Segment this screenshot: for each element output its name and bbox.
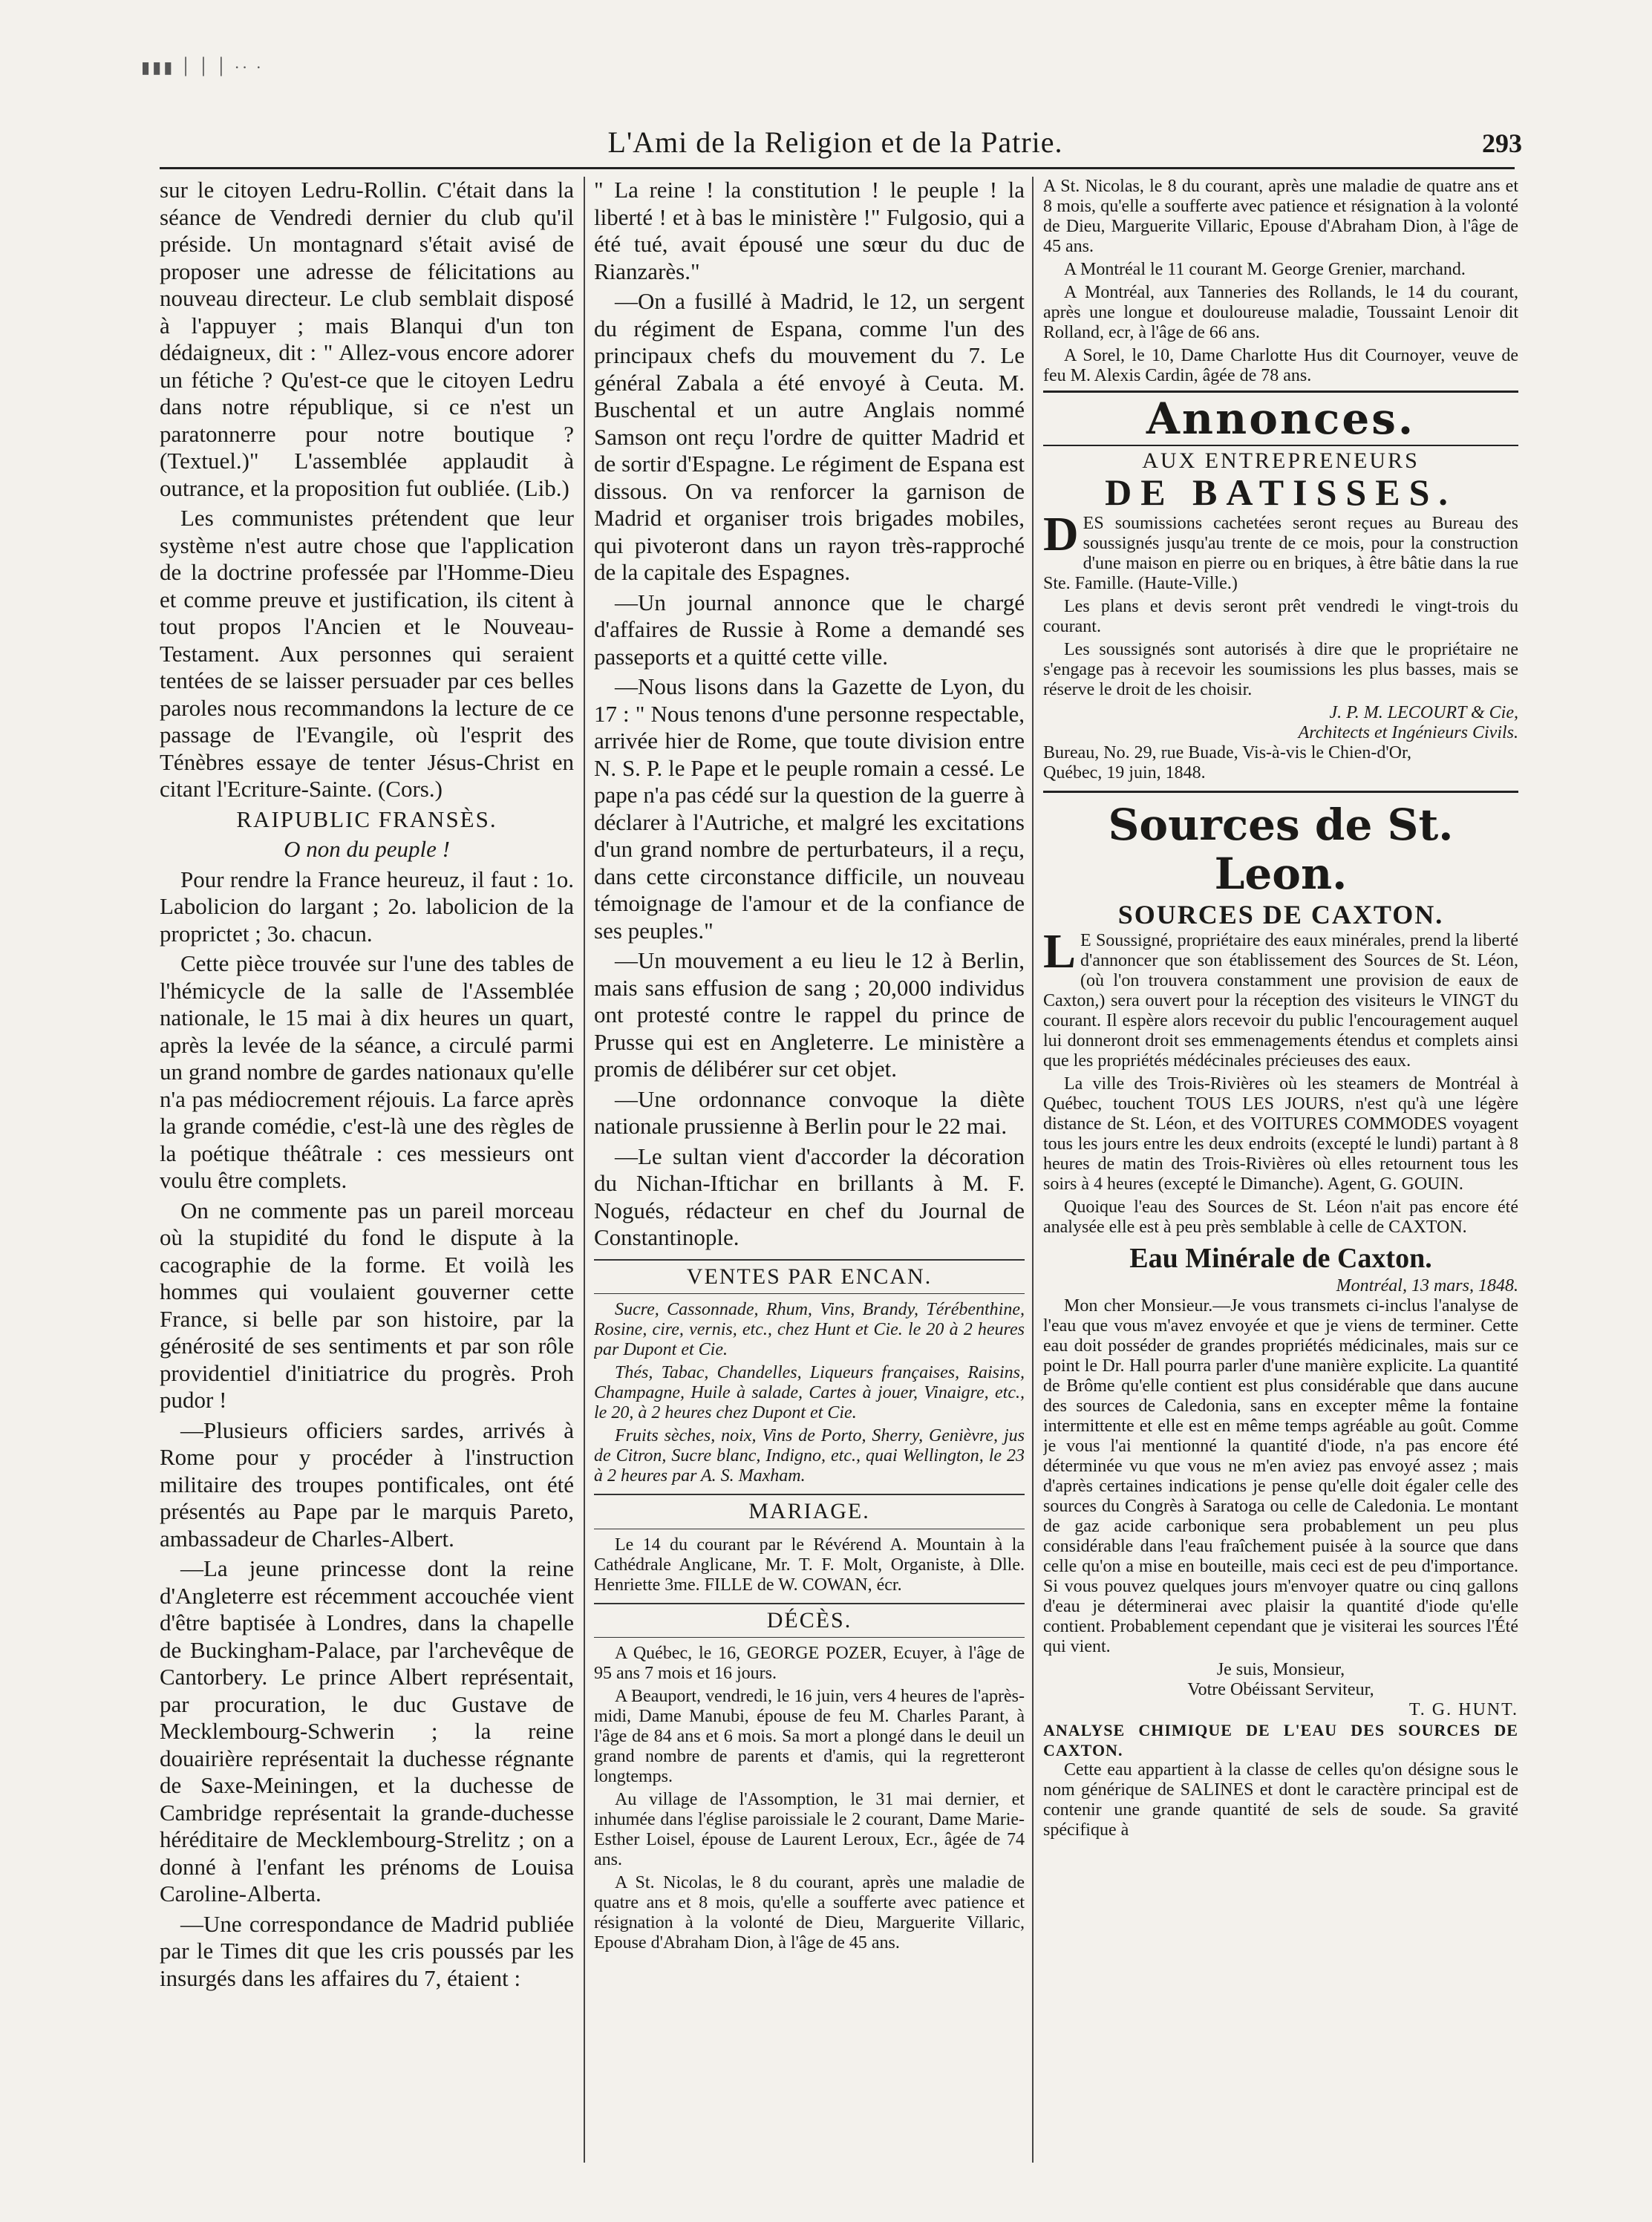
page-header (148, 125, 1522, 162)
ad-text: Les soussignés sont autorisés à dire que le propriétaire ne s'engage pas à recevoir les soumissions les plus basses, mais se réserve le droit de les choisir. (1043, 640, 1518, 699)
ventes-item: Thés, Tabac, Chandelles, Liqueurs françaises, Raisins, Champagne, Huile à salade, Cartes à jouer, Vinaigre, etc., le 20, à 2 heures chez Dupont et Cie. (594, 1363, 1025, 1422)
ad-date: Québec, 19 juin, 1848. (1043, 763, 1206, 782)
deces-item: A Montréal le 11 courant M. George Grenier, marchand. (1064, 260, 1466, 279)
ad-title: DE BATISSES. (1105, 471, 1457, 513)
letter-body: Mon cher Monsieur.—Je vous transmets ci-inclus l'analyse de l'eau que vous m'avez envoyée et que je viens de terminer. Cette eau doit posséder de grandes propriétés médicinales, mais sur ce point le Dr. Hall pourra parler d'une manière explicite. La quantité de Brôme qu'elle contient est plus considérable que dans aucune des sources de Caledonia, sans en excepter même la fontaine intermittente et elle est en même temps agréable au goût. Comme je vous l'ai mentionné la quantité d'iode, n'a pas encore été déterminée vu que vous ne m'en aviez pas envoyé assez ; mais d'après certaines indications je pense qu'elle doit égaler celle des sources du Congrès à Saratoga ou celle de Caledonia. Le montant de gaz acide carbonique sera probablement un peu plus considérable dans l'eau fraîchement puisée à la source que dans celle qu'on a mise en bouteille, mais ceci est de peu d'importance. Si vous pouvez quelques jours m'envoyer quatre ou cinq gallons d'eau je déterminerai avec plaisir la quantité d'iode qu'elle contient. Probablement cependant que je visiterai les sources l'Été qui vient. (1043, 1296, 1518, 1656)
deces-item: A Québec, le 16, GEORGE POZER, Ecuyer, à l'âge de 95 ans 7 mois et 16 jours. (594, 1644, 1025, 1683)
ad-signature: J. P. M. LECOURT & Cie, (1329, 703, 1518, 722)
paragraph: —Le sultan vient d'accorder la décoration du Nichan-Iftichar en brillants à M. F. Nogués, rédacteur en chef du Journal de Constantinople. (594, 1143, 1025, 1250)
ventes-heading: VENTES PAR ENCAN. (594, 1259, 1025, 1295)
deces-item: A St. Nicolas, le 8 du courant, après une maladie de quatre ans et 8 mois, qu'elle a soufferte avec patience et résignation à la volonté de Dieu, Marguerite Villaric, Epouse d'Abraham Dion, à l'âge de 45 ans. (594, 1873, 1025, 1953)
paragraph: " La reine ! la constitution ! le peuple ! la liberté ! et à bas le ministère !" Fulgosio, qui a été tué, avait épousé une sœur du duc de Rianzarès." (594, 177, 1025, 284)
deces-item: A Sorel, le 10, Dame Charlotte Hus dit Cournoyer, veuve de feu M. Alexis Cardin, âgée de 78 ans. (1043, 346, 1518, 385)
paragraph: Pour rendre la France heureuz, il faut : 1o. Labolicion do largant ; 2o. labolicion de la proprictet ; 3o. chacun. (160, 866, 574, 947)
letter-closing: Je suis, Monsieur, (1216, 1660, 1345, 1679)
ad-text: Les plans et devis seront prêt vendredi le vingt-trois du courant. (1043, 597, 1518, 636)
sources-subheading: SOURCES DE CAXTON. (1117, 900, 1444, 929)
paragraph: —Plusieurs officiers sardes, arrivés à Rome pour y procéder à l'instruction militaire des troupes pontificales, ont été présentés au Pape par le marquis Pareto, ambassadeur de Charles-Albert. (160, 1416, 574, 1552)
deces-item: A St. Nicolas, le 8 du courant, après une maladie de quatre ans et 8 mois, qu'elle a soufferte avec patience et résignation à la volonté de Dieu, Marguerite Villaric, Epouse d'Abraham Dion, à l'âge de 45 ans. (1043, 177, 1518, 256)
section-subtitle: O non du peuple ! (284, 836, 450, 862)
ventes-item: Sucre, Cassonnade, Rhum, Vins, Brandy, Térébenthine, Rosine, cire, vernis, etc., chez Hunt et Cie. le 20 à 2 heures par Dupont et Cie. (594, 1300, 1025, 1359)
running-title: L'Ami de la Religion et de la Patrie. (607, 125, 1063, 159)
paragraph: On ne commente pas un pareil morceau où la stupidité du fond le dispute à la cacographie de la forme. Et voilà les hommes qui voulaient gouverner cette France, si belle par son histoire, par la générosité de ses sentiments et par son rôle providentiel d'initiatrice du progrès. Proh pudor ! (160, 1197, 574, 1413)
column-1 (160, 177, 574, 2170)
deces-item: Au village de l'Assomption, le 31 mai dernier, et inhumée dans l'église paroissiale le 2 courant, Dame Marie-Esther Loisel, épouse de Laurent Leroux, Ecr., âgée de 74 ans. (594, 1790, 1025, 1869)
column-separator (584, 177, 585, 2163)
ad-kicker: AUX ENTREPRENEURS (1142, 448, 1420, 473)
eau-heading: Eau Minérale de Caxton. (1129, 1243, 1432, 1274)
margin-marks: ▮▮▮ ׀ ׀ ׀ ·· · (141, 58, 264, 76)
sources-text: Quoique l'eau des Sources de St. Léon n'ait pas encore été analysée elle est à peu près semblable à celle de CAXTON. (1043, 1197, 1518, 1237)
analyse-heading: ANALYSE CHIMIQUE DE L'EAU DES SOURCES DE CAXTON. (1043, 1721, 1518, 1759)
deces-item: A Montréal, aux Tanneries des Rollands, le 14 du courant, après une longue et douloureuse maladie, Toussaint Lenoir dit Rolland, ecr, à l'âge de 66 ans. (1043, 283, 1518, 342)
letter-closing: Votre Obéissant Serviteur, (1187, 1680, 1374, 1699)
ad-address: Bureau, No. 29, rue Buade, Vis-à-vis le Chien-d'Or, (1043, 743, 1412, 762)
paragraph: —Une correspondance de Madrid publiée par le Times dit que les cris poussés par les insurgés dans les affaires du 7, étaient : (160, 1910, 574, 1991)
letter-signature: T. G. HUNT. (1408, 1700, 1518, 1719)
ad-signature-title: Architects et Ingénieurs Civils. (1298, 723, 1518, 742)
column-2 (594, 177, 1025, 2170)
column-3 (1043, 177, 1518, 2170)
page-number: 293 (1482, 128, 1522, 158)
deces-item: A Beauport, vendredi, le 16 juin, vers 4 heures de l'après-midi, Dame Manubi, épouse de feu M. Charles Parant, à l'âge de 84 ans et 6 mois. Sa mort a plongé dans le deuil un grand nombre de parents et d'amis, qui la regretteront longtemps. (594, 1687, 1025, 1786)
letter-date: Montréal, 13 mars, 1848. (1336, 1276, 1518, 1295)
paragraph: —On a fusillé à Madrid, le 12, un sergent du régiment de Espana, comme l'un des principaux chefs du mouvement du 7. Le général Zabala a été envoyé à Ceuta. M. Buschental et un autre Anglais nommé Samson ont reçu l'ordre de quitter Madrid et de sortir d'Espagne. Le régiment de Espana est dissous. On va renforcer la garnison de Madrid et organiser trois brigades mobiles, qui pivoteront dans un rayon très-rapproché de la capitale des Espagnes. (594, 288, 1025, 585)
paragraph: —Un journal annonce que le chargé d'affaires de Russie à Rome a demandé ses passeports et a quitté cette ville. (594, 589, 1025, 670)
divider (1043, 791, 1518, 793)
paragraph: —La jeune princesse dont la reine d'Angleterre est récemment accouchée vient d'être baptisée à Londres, dans la chapelle de Buckingham-Palace, par l'archevêque de Cantorbery. Le prince Albert représentait, par procuration, le duc Gustave de Mecklembourg-Schwerin ; la reine douairière représentait la duchesse régnante de Saxe-Meiningen, et la duchesse de Cambridge représentait la grande-duchesse héréditaire de Mecklembourg-Strelitz ; on a donné à l'enfant les prénoms de Louisa Caroline-Alberta. (160, 1555, 574, 1906)
dropcap: L (1043, 924, 1077, 978)
header-rule (160, 167, 1515, 169)
ventes-item: Fruits sèches, noix, Vins de Porto, Sherry, Genièvre, jus de Citron, Sucre blanc, Indigno, etc., quai Wellington, le 23 à 2 heures par A. S. Maxham. (594, 1426, 1025, 1486)
paragraph: Les communistes prétendent que leur système n'est autre chose que l'application de la doctrine professée par l'Homme-Dieu et comme preuve et justification, ils citent à tout propos l'Ancien et le Nouveau-Testament. Aux personnes qui seraient tentées de se laisser persuader par ces belles paroles nous recommandons la lecture de ce passage de l'Evangile, où l'esprit des Ténèbres essaye de tenter Jésus-Christ en citant l'Ecriture-Sainte. (Cors.) (160, 505, 574, 802)
paragraph: sur le citoyen Ledru-Rollin. C'était dans la séance de Vendredi dernier du club qu'il préside. Un montagnard s'était avisé de proposer une adresse de félicitations au nouveau directeur. Le club semblait disposé à l'appuyer ; mais Blanqui d'un ton dédaigneux, dit : " Allez-vous encore adorer un fétiche ? Qu'est-ce que le citoyen Ledru dans notre république, si ce n'est un paratonnerre pour notre boutique ? (Textuel.)" L'assemblée applaudit à outrance, et la proposition fut oubliée. (Lib.) (160, 177, 574, 501)
paragraph: —Nous lisons dans la Gazette de Lyon, du 17 : " Nous tenons d'une personne respectable, arrivée hier de Rome, que toute division entre N. S. P. le Pape et le peuple romain a cessé. Le pape n'a pas cédé sur la question de la guerre à déclarer à l'Autriche, et malgré les excitations d'un grand nombre de perturbateurs, il a reçu, dans cette circonstance difficile, un nouveau témoignage de l'amour et de la confiance de ses peuples." (594, 673, 1025, 944)
analyse-text: Cette eau appartient à la classe de celles qu'on désigne sous le nom générique de SALINES et dont le caractère principal est de contenir une grande quantité de sels de soude. Sa gravité spécifique à (1043, 1760, 1518, 1840)
sources-text: E Soussigné, propriétaire des eaux minérales, prend la liberté d'annoncer que son établissement des Sources de St. Léon, (où l'on trouvera constamment une provision de eaux de Caxton,) sera ouvert pour la réception des visiteurs le VINGT du courant. Il espère alors recevoir du public l'encouragement auquel lui donneront droit ses emmenagements étendus et complets ainsi que les propriétés médécinales précieuses des eaux. (1043, 931, 1518, 1071)
sources-text: La ville des Trois-Rivières où les steamers de Montréal à Québec, touchent TOUS LES JOURS, n'est qu'à une légère distance de St. Léon, et des VOITURES COMMODES voyagent tous les jours entre les deux endroits (excepté le lundi) partant à 8 heures de matin des Trois-Rivières où elles retournent tous les soirs à 4 heures (excepté le Dimanche). Agent, G. GOUIN. (1043, 1074, 1518, 1194)
paragraph: —Une ordonnance convoque la diète nationale prussienne à Berlin pour le 22 mai. (594, 1085, 1025, 1139)
mariage-heading: MARIAGE. (594, 1494, 1025, 1529)
deces-heading: DÉCÈS. (594, 1603, 1025, 1638)
sources-heading: Sources de St. Leon. (1108, 800, 1454, 899)
annonces-heading: Annonces. (1043, 391, 1518, 446)
column-separator (1032, 177, 1034, 2163)
dropcap: D (1043, 507, 1079, 561)
section-title: RAIPUBLIC FRANSÈS. (236, 806, 497, 832)
paragraph: —Un mouvement a eu lieu le 12 à Berlin, mais sans effusion de sang ; 20,000 individus ont protesté contre le rappel du prince de Prusse qui est en Angleterre. Le ministère a promis de délibérer sur cet objet. (594, 947, 1025, 1082)
paragraph: Cette pièce trouvée sur l'une des tables de l'hémicycle de la salle de l'Assemblée nationale, le 15 mai à dix heures un quart, après la levée de la séance, a circulé parmi un grand nombre de gardes nationaux qu'elle n'a pas médiocrement réjouis. La farce après la grande comédie, c'est-là une des règles de la poétique théâtrale : ces messieurs ont voulu être complets. (160, 950, 574, 1193)
mariage-text: Le 14 du courant par le Révérend A. Mountain à la Cathédrale Anglicane, Mr. T. F. Molt, Organiste, à Dlle. Henriette 3me. FILLE de W. COWAN, écr. (594, 1535, 1025, 1595)
ad-text: ES soumissions cachetées seront reçues au Bureau des soussignés jusqu'au trente de ce mois, pour la construction d'une maison en pierre ou en briques, à être bâtie dans la rue Ste. Famille. (Haute-Ville.) (1043, 514, 1518, 593)
